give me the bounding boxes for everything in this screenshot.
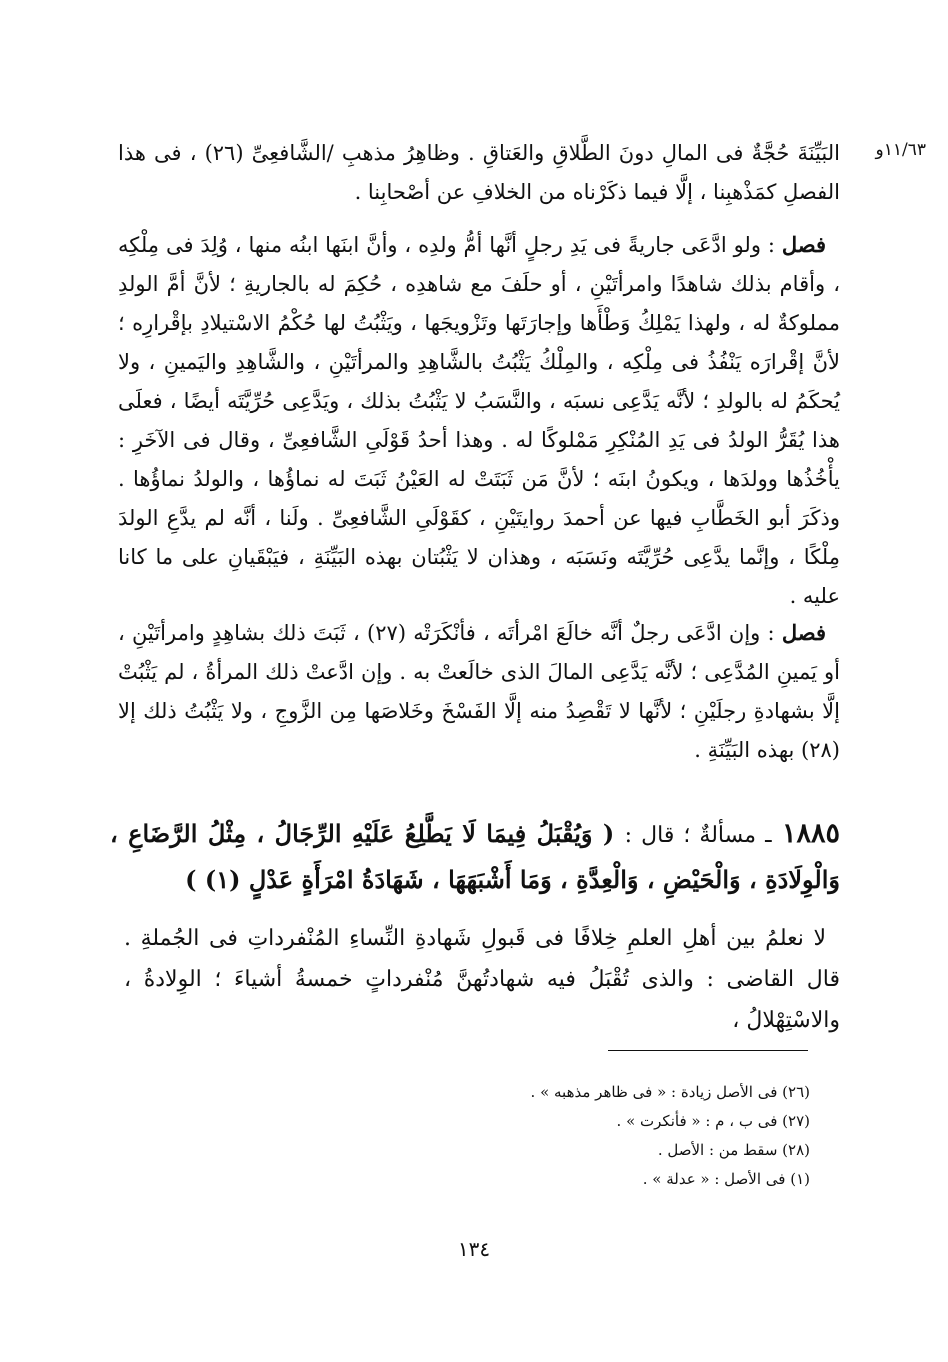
footnote: (١) فى الأصل : « عدلة » . — [642, 1170, 810, 1188]
footnotes — [310, 1078, 810, 1194]
paragraph-text: لا نعلمُ بين أهلِ العلمِ خِلافًا فى قَبولِ شَهادةِ النِّساءِ المُنْفرداتِ فى الجُملةِ . قال القاضى : والذى تُقْبَلُ فيه شهادتُهنَّ مُنْفرداتٍ خمسةُ أشياءَ ؛ الوِلادةُ ، والاسْتِهْلالُ ، — [124, 926, 840, 1033]
paragraph-fasl-2 — [118, 613, 840, 770]
paragraph-continuation — [118, 134, 840, 212]
footnote: (٢٦) فى الأصل زيادة : « فى ظاهر مذهبه » . — [530, 1083, 810, 1101]
footnote: (٢٨) سقط من : الأصل . — [657, 1141, 810, 1159]
masala-text: ( وَيُقْبَلُ فِيمَا لَا يَطَّلِعُ عَلَيْهِ الرِّجَالُ ، مِثْلُ الرَّضَاعِ ، وَالْوِلَادَةِ ، وَالْحَيْضِ ، وَالْعِدَّةِ ، وَمَا أَشْبَهَهَا ، شَهَادَةُ امْرَأَةٍ عَدْلٍ (١) ) — [110, 819, 840, 894]
masala-heading — [110, 812, 840, 902]
page-number: ١٣٤ — [457, 1237, 491, 1261]
masala-number: ١٨٨٥ — [781, 818, 840, 849]
footnote: (٢٧) فى ب ، م : « فأنكرت » . — [616, 1112, 810, 1130]
manuscript-folio-note: ١١/٦٣و — [875, 140, 926, 160]
paragraph-text: البَيِّنَةَ حُجَّةٌ فى المالِ دونَ الطَّلاقِ والعَتاقِ . وظاهِرُ مذهبِ /الشَّافعِىِّ (٢٦) ، فى هذا الفصلِ كمَذْهبِنا ، إلَّا فيما ذكَرْناه من الخلافِ عن أصْحابِنا . — [118, 141, 840, 204]
masala-intro: ـ مسألةٌ ؛ قال : — [624, 823, 772, 848]
paragraph-text: : ولو ادَّعَى جاريةً فى يَدِ رجلٍ أنَّها أمُّ ولدِه ، وأنَّ ابنَها ابنُه منها ، وُلِدَ فى مِلْكِه ، وأقام بذلك شاهدًا وامرأتَيْنِ ، أو حلَفَ مع شاهدِه ، حُكِمَ له بالجاريةِ ؛ لأنَّ أمَّ الولدِ مملوكةٌ له ، ولهذا يَمْلِكُ وَطْأَها وإجارَتَها وتَزْويجَها ، ويَثْبُتُ لها حُكْمُ الاسْتيلادِ بإقْرارِه ؛ لأنَّ إقْرارَه يَنْفُذُ فى مِلْكِه ، والمِلْكُ يَثْبُتُ بالشَّاهِدِ والمرأتَيْنِ ، والشَّاهِدِ واليَمينِ ، ولا يُحكَمُ له بالولدِ ؛ لأنَّه يَدَّعِى نسبَه ، والنَّسَبُ لا يَثْبُتُ بذلك ، ويَدَّعِى حُرِّيَّتَه أيضًا ، فعلَى هذا يُقَرُّ الولدُ فى يَدِ المُنْكِرِ مَمْلوكًا له . وهذا أحدُ قَوْلَىِ الشَّافعِىِّ ، وقال فى الآخَرِ : يأْخُذُها وولدَها ، ويكونُ ابنَه ؛ لأنَّ مَن ثَبَتَتْ له العَيْنُ ثَبَتَ له نماؤُها ، والولدُ نماؤُها . وذكَرَ أبو الخَطَّابِ فيها عن أحمدَ روايتَيْنِ ، كقَوْلَىِ الشَّافعِىِّ . ولَنا ، أنَّه لم يدَّعِ الولدَ مِلْكًا ، وإنَّما يدَّعِى حُرِّيَّتَه ونَسَبَه ، وهذان لا يَثْبُتان بهذه البَيِّنَةِ ، فيَبْقَيانِ على ما كانا عليه . — [118, 233, 840, 608]
section-label: فصل — [781, 620, 826, 645]
section-label: فصل — [781, 232, 826, 257]
paragraph-commentary — [124, 918, 840, 1041]
paragraph-fasl-1 — [118, 225, 840, 616]
footnote-divider — [608, 1050, 808, 1051]
paragraph-text: : وإن ادَّعَى رجلٌ أنَّه خالَعَ امْرأتَه ، فأنْكَرَتْه (٢٧) ، ثَبَتَ ذلك بشاهِدٍ وامرأتَيْنِ ، أو يَمينِ المُدَّعِى ؛ لأنَّه يَدَّعِى المالَ الذى خالَعتْ به . وإن ادَّعتْ ذلك المرأةُ ، لم يَثْبُتْ إلَّا بشهادةِ رجلَيْنِ ؛ لأنَّها لا تَقْصِدُ منه إلَّا الفَسْخَ وخَلاصَها مِن الزَّوجِ ، ولا يَثْبُتُ ذلك إلا (٢٨) بهذه البَيِّنَةِ . — [118, 621, 840, 762]
